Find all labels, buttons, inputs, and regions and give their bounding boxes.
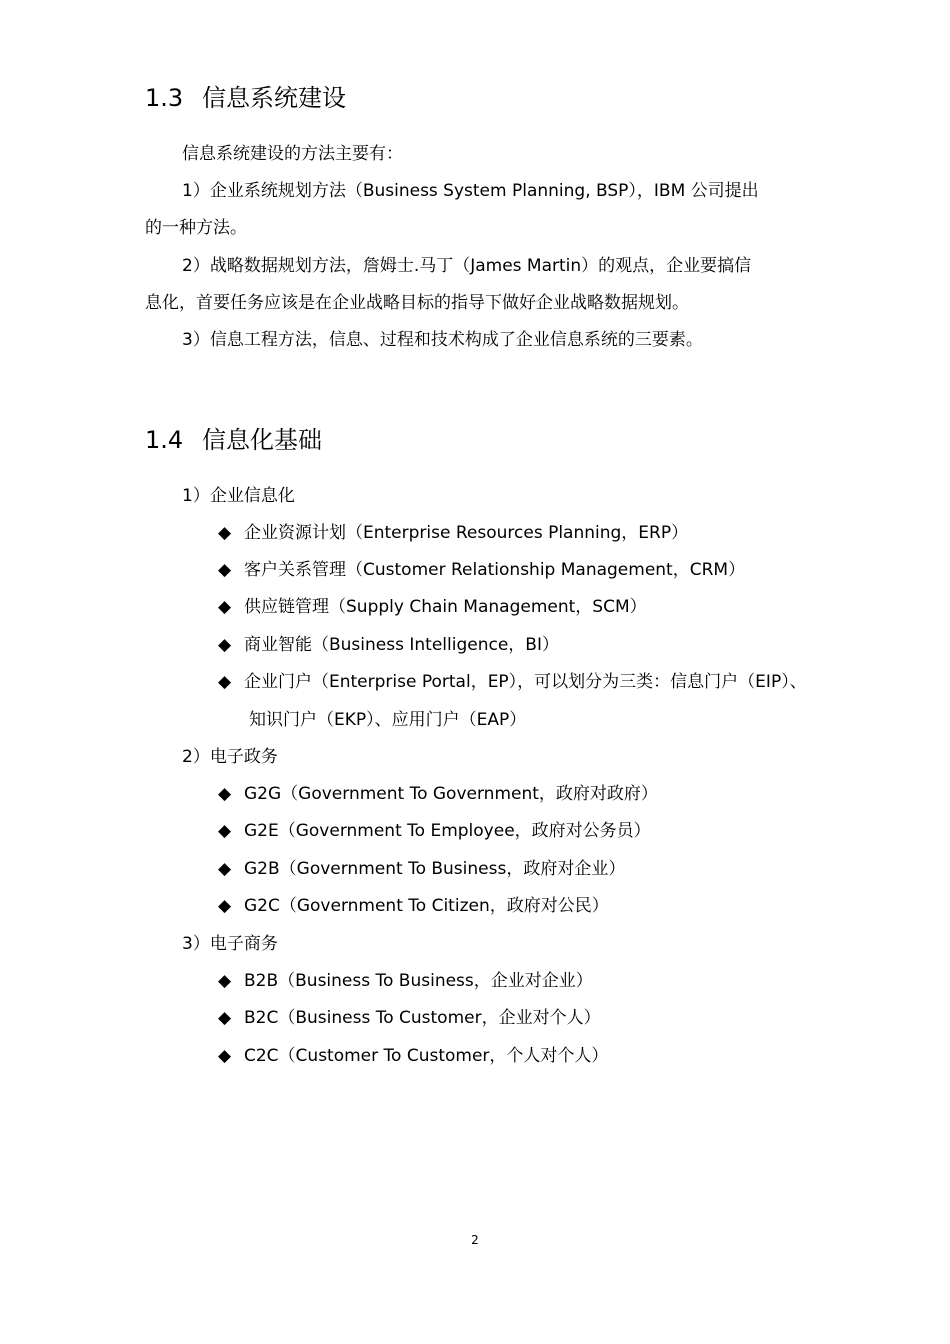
list-item [218, 776, 658, 813]
list-item-text: C2C（Customer To Customer，个人对个人） [244, 1046, 609, 1066]
list-item [218, 552, 745, 589]
list-item-text: G2G（Government To Government，政府对政府） [244, 784, 658, 804]
group-2-label: 2）电子政务 [182, 747, 278, 767]
list-item-text: 企业资源计划（Enterprise Resources Planning，ERP） [244, 523, 689, 543]
diamond-bullet-icon: ◆ [218, 821, 232, 841]
method-2-line-2: 息化，首要任务应该是在企业战略目标的指导下做好企业战略数据规划。 [145, 293, 689, 313]
list-item [218, 1038, 608, 1075]
list-item [218, 813, 651, 850]
diamond-bullet-icon: ◆ [218, 784, 232, 804]
list-item [218, 664, 807, 701]
list-item-text: 供应链管理（Supply Chain Management，SCM） [244, 597, 647, 617]
method-2-line-1: 2）战略数据规划方法，詹姆士.马丁（James Martin）的观点，企业要搞信 [182, 256, 752, 276]
intro-paragraph: 信息系统建设的方法主要有： [182, 144, 403, 164]
section-title: 信息化基础 [202, 426, 322, 454]
section-number: 1.3 [145, 84, 184, 112]
diamond-bullet-icon: ◆ [218, 523, 232, 543]
group-3-label: 3）电子商务 [182, 934, 278, 954]
list-item [218, 851, 625, 888]
list-item-text: G2E（Government To Employee，政府对公务员） [244, 821, 651, 841]
section-heading-1-3 [145, 83, 346, 113]
diamond-bullet-icon: ◆ [218, 971, 232, 991]
list-item [218, 1000, 601, 1037]
list-item-text: G2C（Government To Citizen，政府对公民） [244, 896, 609, 916]
diamond-bullet-icon: ◆ [218, 1008, 232, 1028]
list-item-text: 商业智能（Business Intelligence，BI） [244, 635, 559, 655]
list-item-text: 企业门户（Enterprise Portal，EP），可以划分为三类：信息门户（EIP）、 [244, 672, 807, 692]
list-item [218, 963, 593, 1000]
list-item [218, 888, 609, 925]
list-item-text: B2C（Business To Customer，企业对个人） [244, 1008, 601, 1028]
section-heading-1-4 [145, 425, 322, 455]
list-item-text: B2B（Business To Business，企业对企业） [244, 971, 593, 991]
diamond-bullet-icon: ◆ [218, 1046, 232, 1066]
diamond-bullet-icon: ◆ [218, 896, 232, 916]
diamond-bullet-icon: ◆ [218, 597, 232, 617]
page-number: 2 [471, 1233, 479, 1247]
section-number: 1.4 [145, 426, 184, 454]
section-title: 信息系统建设 [202, 84, 346, 112]
list-item-text: 客户关系管理（Customer Relationship Management，CRM） [244, 560, 746, 580]
group-1-label: 1）企业信息化 [182, 486, 295, 506]
method-1-line-2: 的一种方法。 [145, 218, 247, 238]
diamond-bullet-icon: ◆ [218, 672, 232, 692]
list-item-text: G2B（Government To Business，政府对企业） [244, 859, 626, 879]
list-item [218, 589, 647, 626]
list-item [218, 515, 688, 552]
method-1-line-1: 1）企业系统规划方法（Business System Planning, BSP），IBM 公司提出 [182, 181, 759, 201]
method-3: 3）信息工程方法，信息、过程和技术构成了企业信息系统的三要素。 [182, 330, 703, 350]
diamond-bullet-icon: ◆ [218, 859, 232, 879]
list-item [218, 627, 559, 664]
list-item-continuation: 知识门户（EKP）、应用门户（EAP） [249, 710, 527, 730]
diamond-bullet-icon: ◆ [218, 560, 232, 580]
diamond-bullet-icon: ◆ [218, 635, 232, 655]
